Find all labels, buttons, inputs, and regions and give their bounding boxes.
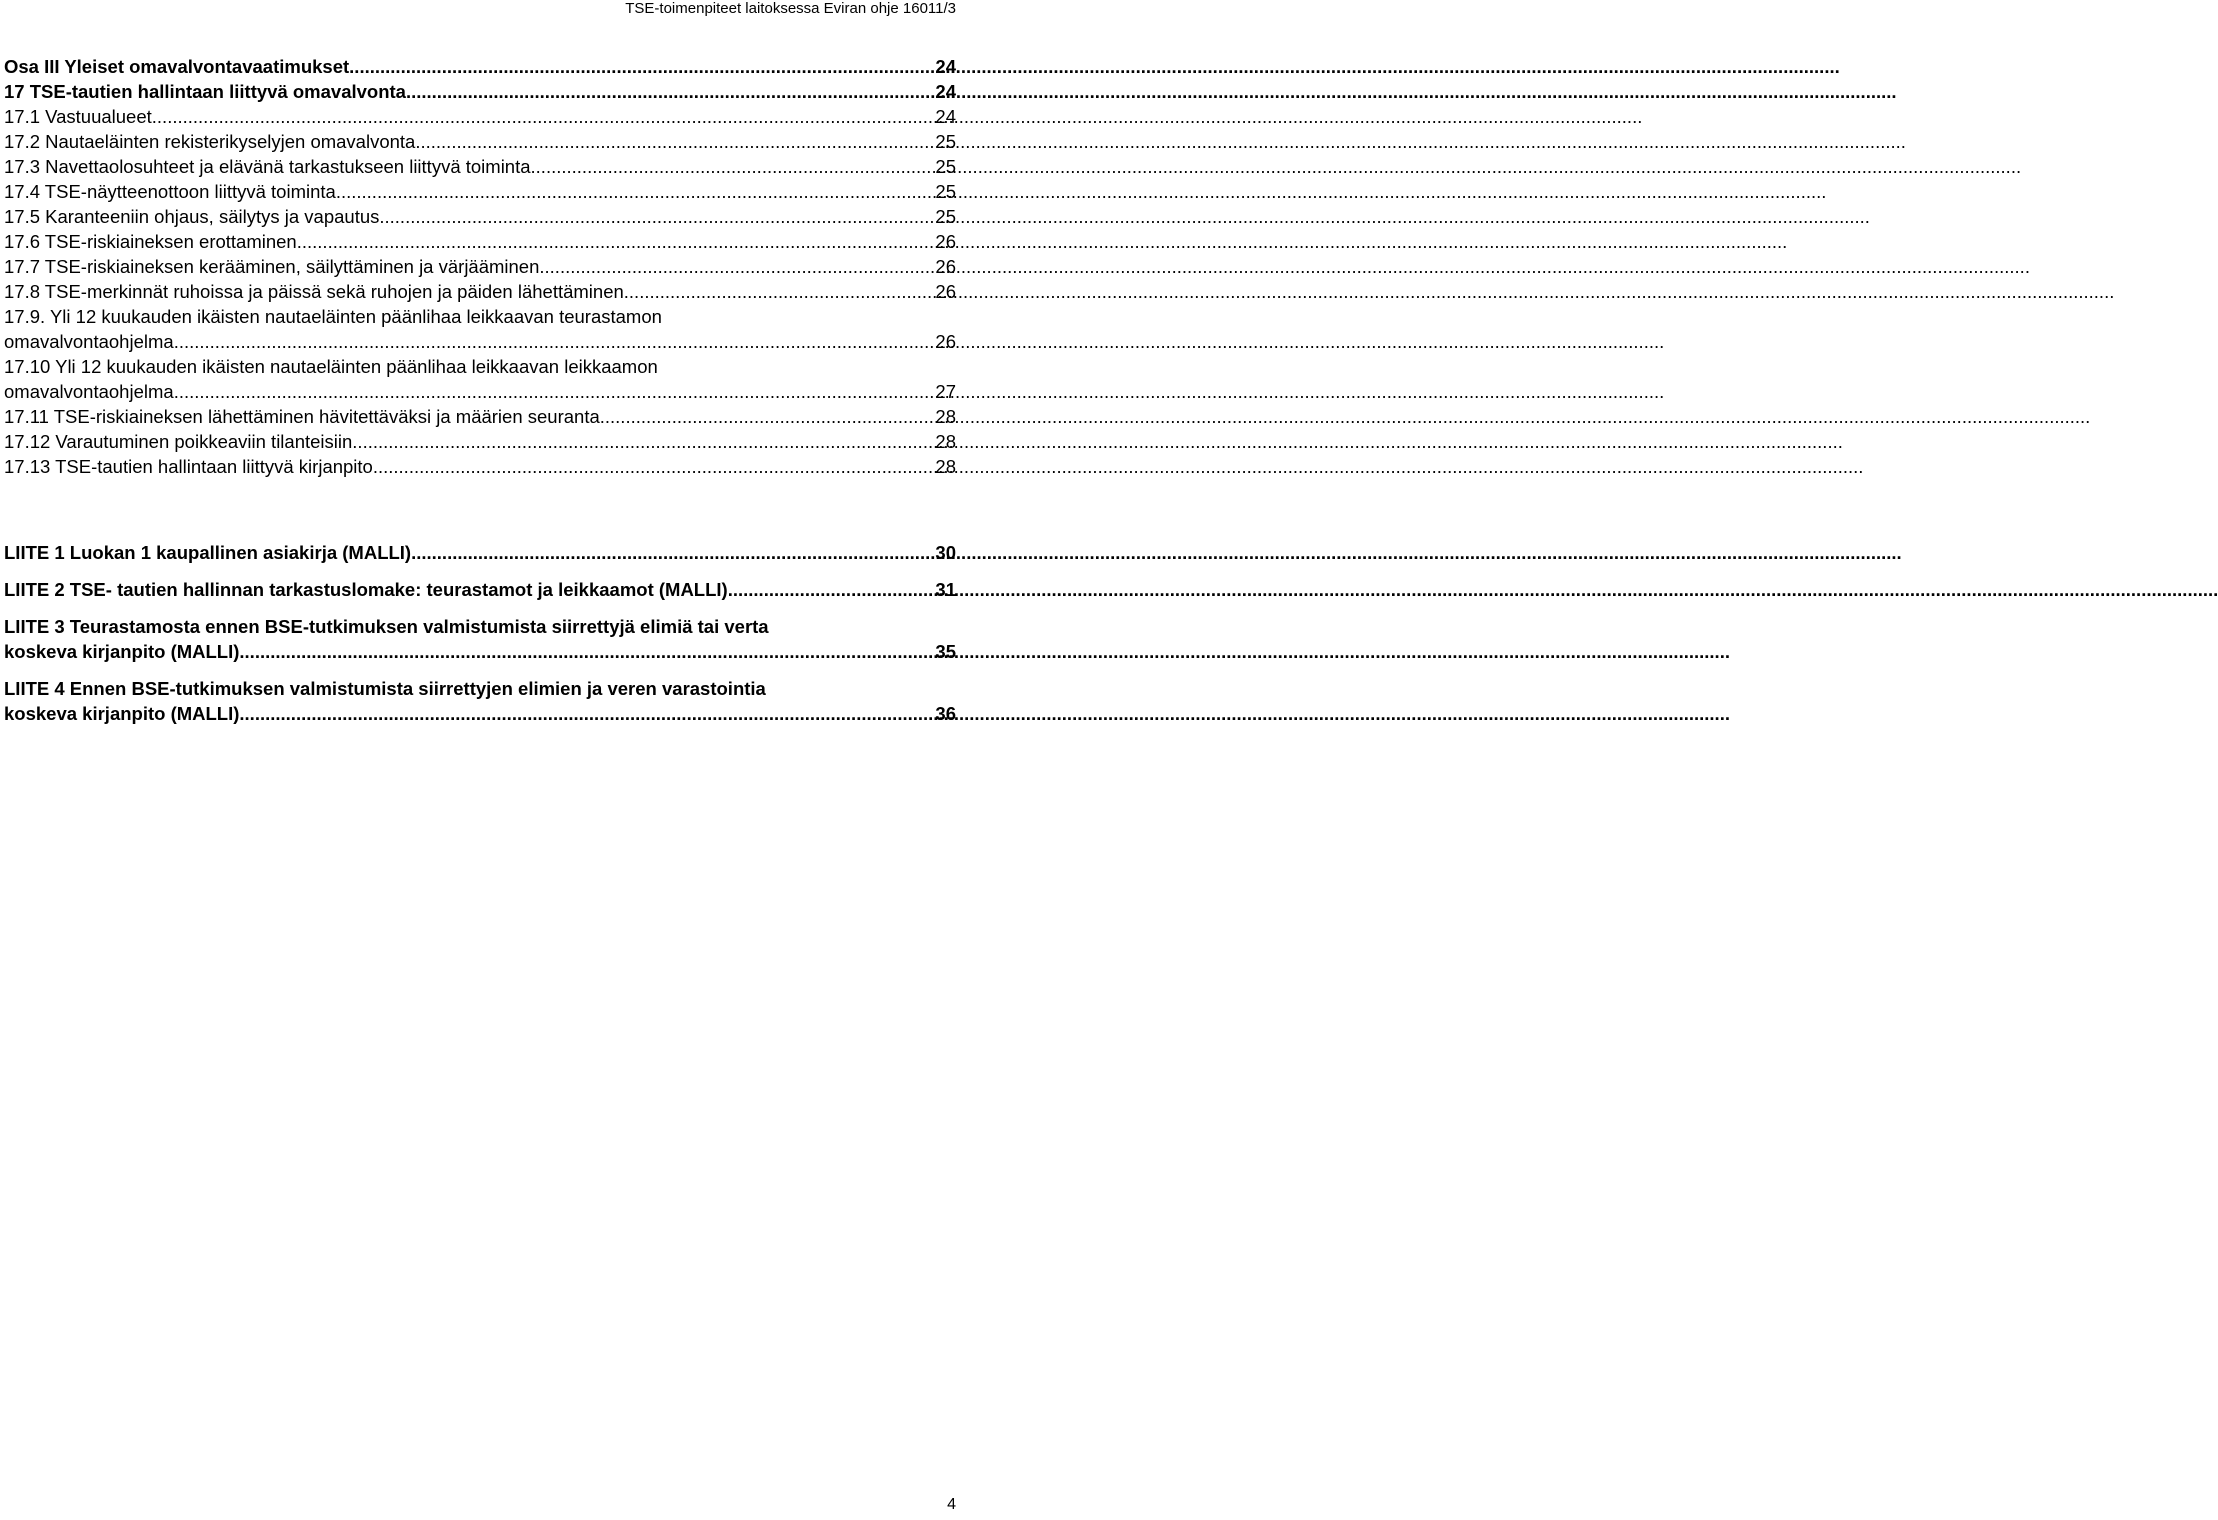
entry-title: koskeva kirjanpito (MALLI) bbox=[4, 641, 240, 662]
dot-leader bbox=[239, 639, 933, 664]
entry-title: 17.7 TSE-riskiaineksen kerääminen, säilyttäminen ja värjääminen bbox=[4, 256, 540, 277]
entry-page-number: 31 bbox=[935, 579, 956, 600]
dot-leader bbox=[411, 540, 933, 565]
toc-entry[interactable] bbox=[4, 204, 956, 229]
entry-page-number: 27 bbox=[935, 381, 956, 402]
entry-page-number: 28 bbox=[935, 406, 956, 427]
entry-page-number: 26 bbox=[935, 256, 956, 277]
appendix-entry[interactable] bbox=[4, 676, 956, 726]
dot-leader bbox=[373, 454, 934, 479]
dot-leader bbox=[152, 104, 934, 129]
toc-entry[interactable] bbox=[4, 429, 956, 454]
appendix-entry[interactable] bbox=[4, 540, 956, 565]
entry-title: 17.4 TSE-näytteenottoon liittyvä toiminta bbox=[4, 181, 336, 202]
toc-entry[interactable] bbox=[4, 229, 956, 254]
toc-entry[interactable] bbox=[4, 154, 956, 179]
dot-leader bbox=[539, 254, 933, 279]
entry-title: LIITE 1 Luokan 1 kaupallinen asiakirja (MALLI) bbox=[4, 542, 412, 563]
entry-page-number: 28 bbox=[935, 431, 956, 452]
entry-page-number: 24 bbox=[935, 56, 956, 77]
entry-title: Osa III Yleiset omavalvontavaatimukset bbox=[4, 56, 350, 77]
toc-entry[interactable] bbox=[4, 179, 956, 204]
entry-title-line: 17.10 Yli 12 kuukauden ikäisten nautaeläinten päänlihaa leikkaavan leikkaamon bbox=[4, 356, 658, 377]
page-number: 4 bbox=[947, 1496, 956, 1513]
appendix-list bbox=[4, 540, 956, 738]
dot-leader bbox=[297, 229, 934, 254]
toc-entry[interactable] bbox=[4, 404, 956, 429]
dot-leader bbox=[174, 379, 934, 404]
entry-page-number: 28 bbox=[935, 456, 956, 477]
toc-entry[interactable] bbox=[4, 279, 956, 304]
toc-entry[interactable] bbox=[4, 129, 956, 154]
entry-title: 17.6 TSE-riskiaineksen erottaminen bbox=[4, 231, 297, 252]
table-of-contents bbox=[4, 54, 956, 479]
entry-page-number: 36 bbox=[935, 703, 956, 724]
entry-title-line: 17.9. Yli 12 kuukauden ikäisten nautaeläinten päänlihaa leikkaavan teurastamon bbox=[4, 306, 662, 327]
dot-leader bbox=[336, 179, 934, 204]
entry-title: 17.12 Varautuminen poikkeaviin tilanteisiin bbox=[4, 431, 353, 452]
entry-page-number: 26 bbox=[935, 331, 956, 352]
dot-leader bbox=[349, 54, 933, 79]
entry-page-number: 25 bbox=[935, 206, 956, 227]
entry-page-number: 24 bbox=[935, 106, 956, 127]
dot-leader bbox=[239, 701, 933, 726]
dot-leader bbox=[352, 429, 933, 454]
dot-leader bbox=[379, 204, 933, 229]
entry-page-number: 25 bbox=[935, 181, 956, 202]
entry-title: omavalvontaohjelma bbox=[4, 331, 174, 352]
entry-page-number: 26 bbox=[935, 281, 956, 302]
toc-entry[interactable] bbox=[4, 54, 956, 79]
entry-title: koskeva kirjanpito (MALLI) bbox=[4, 703, 240, 724]
dot-leader bbox=[406, 79, 933, 104]
entry-title: 17.8 TSE-merkinnät ruhoissa ja päissä sekä ruhojen ja päiden lähettäminen bbox=[4, 281, 624, 302]
toc-entry[interactable] bbox=[4, 79, 956, 104]
entry-page-number: 25 bbox=[935, 156, 956, 177]
toc-entry[interactable] bbox=[4, 304, 956, 354]
entry-page-number: 26 bbox=[935, 231, 956, 252]
toc-entry[interactable] bbox=[4, 354, 956, 404]
entry-page-number: 35 bbox=[935, 641, 956, 662]
entry-page-number: 25 bbox=[935, 131, 956, 152]
entry-title: 17 TSE-tautien hallintaan liittyvä omavalvonta bbox=[4, 81, 406, 102]
appendix-entry[interactable] bbox=[4, 614, 956, 664]
entry-title: omavalvontaohjelma bbox=[4, 381, 174, 402]
entry-title: 17.2 Nautaeläinten rekisterikyselyjen omavalvonta bbox=[4, 131, 416, 152]
entry-title-line: LIITE 4 Ennen BSE-tutkimuksen valmistumista siirrettyjen elimien ja veren varastointia bbox=[4, 678, 766, 699]
entry-title: 17.13 TSE-tautien hallintaan liittyvä kirjanpito bbox=[4, 456, 373, 477]
appendix-entry[interactable] bbox=[4, 577, 956, 602]
dot-leader bbox=[531, 154, 934, 179]
entry-title: 17.1 Vastuualueet bbox=[4, 106, 152, 127]
entry-title: 17.3 Navettaolosuhteet ja elävänä tarkastukseen liittyvä toiminta bbox=[4, 156, 531, 177]
dot-leader bbox=[728, 577, 934, 602]
dot-leader bbox=[174, 329, 934, 354]
dot-leader bbox=[624, 279, 934, 304]
entry-title: 17.5 Karanteeniin ohjaus, säilytys ja vapautus bbox=[4, 206, 380, 227]
entry-page-number: 24 bbox=[935, 81, 956, 102]
toc-entry[interactable] bbox=[4, 254, 956, 279]
dot-leader bbox=[600, 404, 934, 429]
entry-title: LIITE 2 TSE- tautien hallinnan tarkastuslomake: teurastamot ja leikkaamot (MALLI) bbox=[4, 579, 728, 600]
entry-title: 17.11 TSE-riskiaineksen lähettäminen hävitettäväksi ja määrien seuranta bbox=[4, 406, 600, 427]
entry-title-line: LIITE 3 Teurastamosta ennen BSE-tutkimuksen valmistumista siirrettyjä elimiä tai verta bbox=[4, 616, 769, 637]
toc-entry[interactable] bbox=[4, 454, 956, 479]
running-header: TSE-toimenpiteet laitoksessa Eviran ohje 16011/3 bbox=[625, 0, 956, 17]
toc-entry[interactable] bbox=[4, 104, 956, 129]
dot-leader bbox=[415, 129, 933, 154]
entry-page-number: 30 bbox=[935, 542, 956, 563]
